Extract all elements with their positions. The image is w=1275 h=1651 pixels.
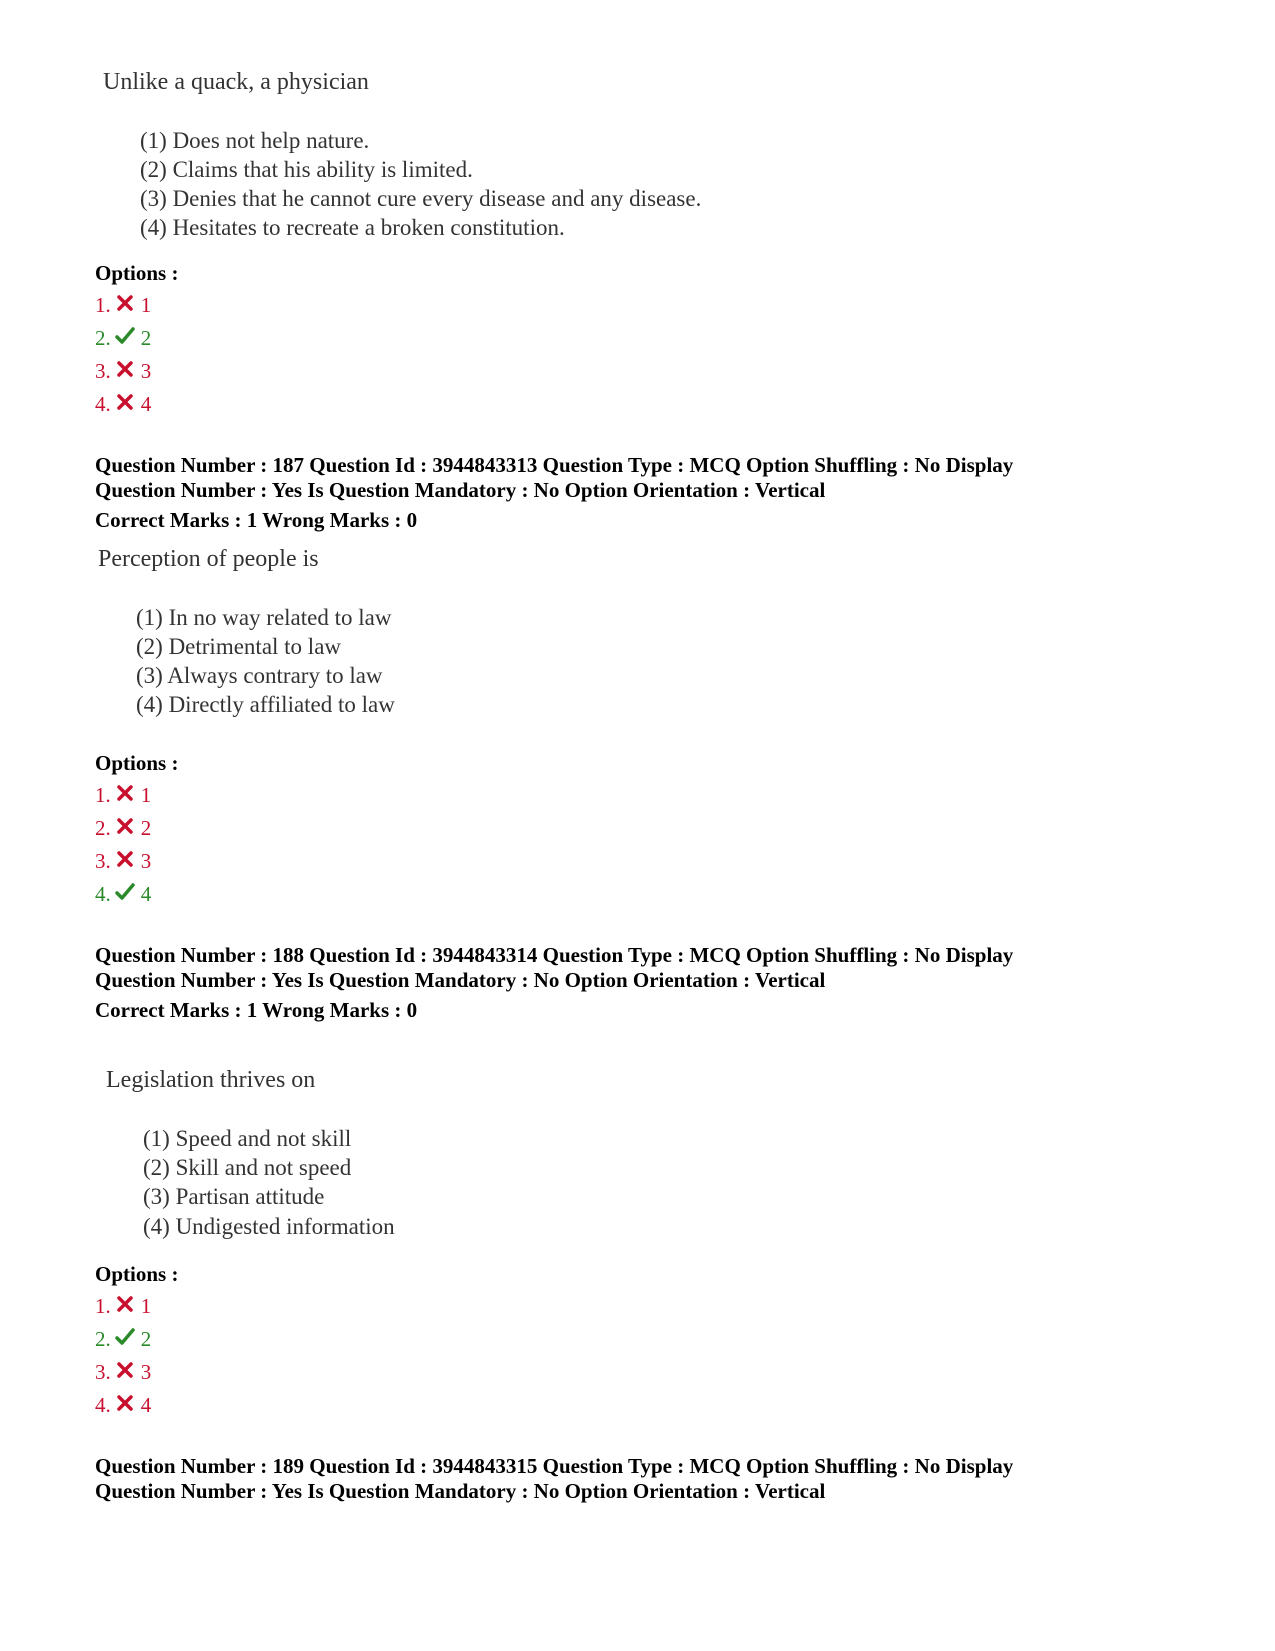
question-meta: Question Number : 187 Question Id : 3944843313 Question Type : MCQ Option Shuffling : No Display [95, 453, 1014, 477]
options-heading: Options : [95, 1262, 179, 1286]
question-choice: (1) Does not help nature. [140, 128, 370, 153]
cross-icon [115, 392, 135, 412]
question-stem: Perception of people is [98, 546, 319, 572]
check-icon [115, 326, 135, 346]
question-meta: Question Number : Yes Is Question Mandatory : No Option Orientation : Vertical [95, 968, 826, 992]
options-heading: Options : [95, 751, 179, 775]
option-item: 3. 3 [95, 1360, 152, 1384]
cross-icon [115, 359, 135, 379]
option-item: 1. 1 [95, 293, 152, 317]
option-item: 2. 2 [95, 326, 152, 350]
cross-icon [115, 816, 135, 836]
cross-icon [115, 1294, 135, 1314]
question-choice: (3) Partisan attitude [143, 1184, 325, 1209]
question-choice: (1) Speed and not skill [143, 1126, 352, 1151]
option-item: 4. 4 [95, 1393, 152, 1417]
option-item: 2. 2 [95, 816, 152, 840]
cross-icon [115, 783, 135, 803]
question-stem: Unlike a quack, a physician [103, 69, 369, 95]
cross-icon [115, 1393, 135, 1413]
check-icon [115, 882, 135, 902]
question-choice: (4) Directly affiliated to law [136, 692, 395, 717]
option-item: 1. 1 [95, 1294, 152, 1318]
question-choice: (3) Denies that he cannot cure every disease and any disease. [140, 186, 702, 211]
option-item: 3. 3 [95, 849, 152, 873]
question-choice: (3) Always contrary to law [136, 663, 383, 688]
question-choice: (2) Skill and not speed [143, 1155, 352, 1180]
question-choice: (1) In no way related to law [136, 605, 392, 630]
question-marks: Correct Marks : 1 Wrong Marks : 0 [95, 508, 418, 532]
option-item: 2. 2 [95, 1327, 152, 1351]
question-choice: (2) Detrimental to law [136, 634, 342, 659]
question-choice: (4) Hesitates to recreate a broken constitution. [140, 215, 565, 240]
question-meta: Question Number : 188 Question Id : 3944843314 Question Type : MCQ Option Shuffling : No Display [95, 943, 1014, 967]
question-stem: Legislation thrives on [106, 1067, 316, 1093]
check-icon [115, 1327, 135, 1347]
cross-icon [115, 1360, 135, 1380]
question-meta: Question Number : 189 Question Id : 3944843315 Question Type : MCQ Option Shuffling : No Display [95, 1454, 1014, 1478]
cross-icon [115, 293, 135, 313]
option-item: 1. 1 [95, 783, 152, 807]
question-choice: (2) Claims that his ability is limited. [140, 157, 473, 182]
question-meta: Question Number : Yes Is Question Mandatory : No Option Orientation : Vertical [95, 1479, 826, 1503]
option-item: 3. 3 [95, 359, 152, 383]
question-marks: Correct Marks : 1 Wrong Marks : 0 [95, 998, 418, 1022]
option-item: 4. 4 [95, 392, 152, 416]
option-item: 4. 4 [95, 882, 152, 906]
cross-icon [115, 849, 135, 869]
question-choice: (4) Undigested information [143, 1214, 395, 1239]
question-meta: Question Number : Yes Is Question Mandatory : No Option Orientation : Vertical [95, 478, 826, 502]
options-heading: Options : [95, 261, 179, 285]
